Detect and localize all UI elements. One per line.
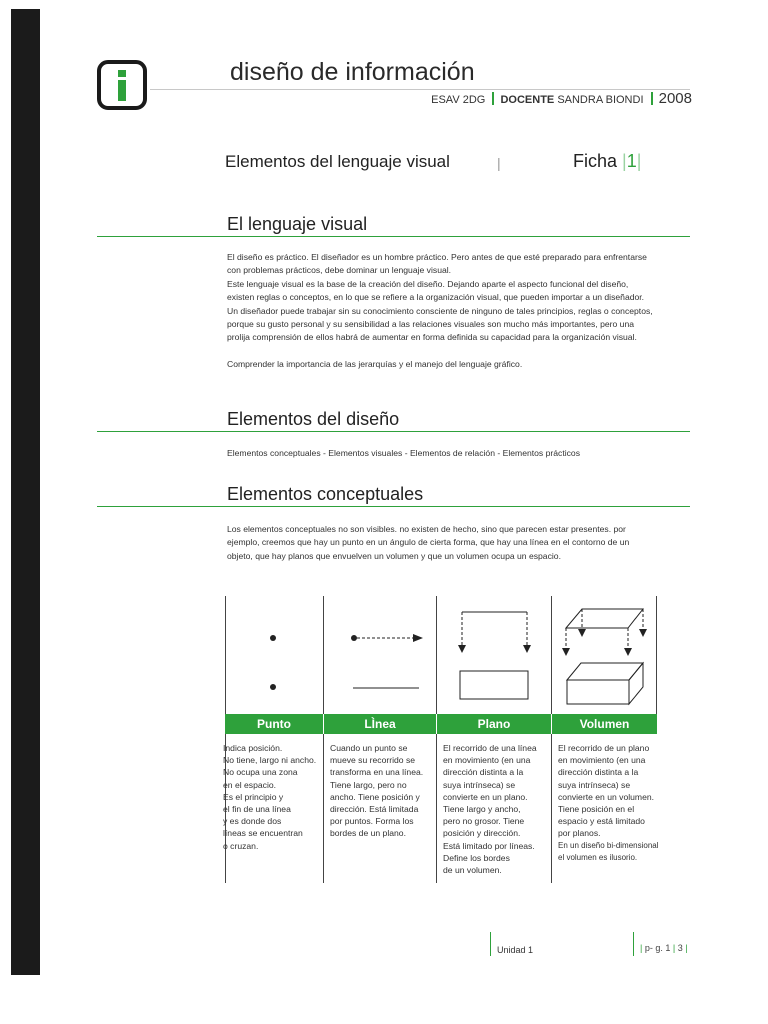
text-line: y es donde dos	[223, 816, 282, 827]
section-heading: El lenguaje visual	[227, 214, 368, 234]
page-bracket: |	[682, 943, 688, 953]
text-line: Indica posición.	[223, 743, 283, 753]
text-line: No tiene, largo ni ancho.	[223, 755, 317, 766]
paragraph: Elementos conceptuales - Elementos visuales - Elementos de relación - Elementos prácticos	[227, 448, 580, 458]
ficha-bracket-right: |	[636, 151, 642, 171]
page-current: 1	[665, 943, 671, 953]
text-line: por puntos. Forma los	[330, 816, 414, 827]
text-line: El recorrido de una línea	[443, 743, 537, 753]
page-bracket: |	[640, 943, 643, 953]
footer-page	[640, 943, 688, 953]
text-line: convierte en un plano.	[443, 791, 528, 802]
footer-separator	[633, 932, 634, 956]
text-line: dirección distinta a la	[558, 767, 639, 778]
text-line: mueve su recorrido se	[330, 755, 416, 766]
teacher-name: SANDRA BIONDI	[557, 94, 644, 106]
text-line: espacio y está limitado	[558, 816, 645, 827]
text-line: Tiene largo, pero no	[330, 779, 407, 790]
label-punto: Punto	[257, 717, 291, 731]
site-title: diseño de información	[230, 58, 475, 86]
sheet-separator: |	[497, 155, 501, 171]
page-total: 3	[677, 943, 683, 953]
paragraph: Comprender la importancia de las jerarquías y el manejo del lenguaje gráfico.	[227, 358, 523, 369]
text-line: dirección. Está limitada	[330, 804, 419, 815]
text-line: Cuando un punto se	[330, 743, 408, 753]
plano-illustration	[458, 612, 531, 699]
text-line: dirección distinta a la	[443, 767, 524, 778]
text-line: transforma en una línea.	[330, 767, 424, 778]
punto-description	[223, 742, 316, 852]
text-line: Está limitado por líneas.	[443, 840, 535, 851]
paragraph: Los elementos conceptuales no son visibles. no existen de hecho, sino que parecen estar presentes. por ejemplo, creemos que hay un punto en un ángulo de cierta forma, que hay una línea en el contorno de un objeto, que hay planos que envuelven un volumen y que un volumen ocupa un espacio.	[227, 524, 630, 561]
point-dot	[270, 684, 276, 690]
text-line: En un diseño bi-dimensional	[558, 840, 659, 850]
plano-description	[443, 742, 537, 876]
text-line: suya intrínseca) se	[443, 779, 516, 790]
text-line: pero no grosor. Tiene	[443, 816, 525, 827]
text-line: en movimiento (en una	[443, 755, 531, 766]
linea-illustration	[351, 634, 423, 688]
linea-description	[330, 742, 423, 840]
text-line: o cruzan.	[223, 840, 259, 851]
page-prefix: p- g.	[644, 943, 663, 953]
text-line: en el espacio.	[223, 779, 277, 790]
ficha-word: Ficha	[573, 151, 618, 171]
ficha-bracket-left: |	[622, 151, 627, 171]
text-line: líneas se encuentran	[223, 828, 303, 839]
text-line: Tiene posición en el	[558, 804, 635, 815]
point-dot	[351, 635, 357, 641]
text-line: ancho. Tiene posición y	[330, 791, 420, 802]
text-line: Es el principio y	[223, 791, 284, 802]
volumen-description	[558, 742, 659, 864]
text-line: por planos.	[558, 828, 601, 839]
text-line: el fin de una línea	[223, 804, 291, 815]
arrow-head	[413, 634, 423, 642]
text-line: Define los bordes	[443, 852, 510, 863]
sheet-title: Elementos del lenguaje visual	[225, 152, 450, 171]
section-heading: Elementos del diseño	[227, 409, 400, 429]
text-line: en movimiento (en una	[558, 755, 646, 766]
top-plane	[566, 609, 643, 628]
section-heading: Elementos conceptuales	[227, 484, 424, 504]
paragraph: El diseño es práctico. El diseñador es un hombre práctico. Pero antes de que esté preparado para enfrentarse con problemas prácticos, debe dominar un lenguaje visual.	[227, 252, 647, 276]
plane-rect	[460, 671, 528, 699]
point-dot	[270, 635, 276, 641]
text-line: convierte en un volumen.	[558, 791, 655, 802]
teacher-label: DOCENTE	[500, 94, 555, 106]
text-line: posición y dirección.	[443, 828, 521, 839]
text-line: suya intrínseca) se	[558, 779, 631, 790]
punto-illustration	[270, 635, 276, 690]
label-volumen: Volumen	[579, 717, 630, 731]
box-side	[629, 663, 643, 704]
school-name: ESAV	[431, 94, 460, 106]
text-line: El recorrido de un plano	[558, 743, 650, 753]
group-code: 2DG	[462, 94, 486, 106]
year: 2008	[658, 90, 692, 107]
footer-separator	[490, 932, 491, 956]
text-line: el volumen es ilusorio.	[558, 852, 638, 862]
label-plano: Plano	[477, 717, 511, 731]
text-line: No ocupa una zona	[223, 767, 298, 778]
ficha-number: 1	[626, 151, 637, 171]
text-line: Tiene largo y ancho,	[443, 804, 521, 815]
footer-unit: Unidad 1	[497, 945, 534, 955]
text-line: bordes de un plano.	[330, 828, 406, 839]
paragraph: Este lenguaje visual es la base de la creación del diseño. Dejando aparte el aspecto funcional del diseño, existen reglas o conceptos, en lo que se refiere a la organización visual, que pueden importar a un diseñador. Un diseñador puede trabajar sin su conocimiento consciente de ninguno de tales principios, reglas o conceptos, porque su gusto personal y su sensibilidad a las relaciones visuales son mucho más importantes, pero una prolija comprensión de ellos habrá de aumentar en forma definida su capacidad para la organización visual.	[227, 278, 653, 343]
page-bracket: |	[670, 943, 678, 953]
volumen-illustration	[562, 609, 647, 704]
box-front	[567, 680, 629, 704]
label-linea: LÌnea	[364, 717, 396, 731]
text-line: de un volumen.	[443, 865, 502, 876]
